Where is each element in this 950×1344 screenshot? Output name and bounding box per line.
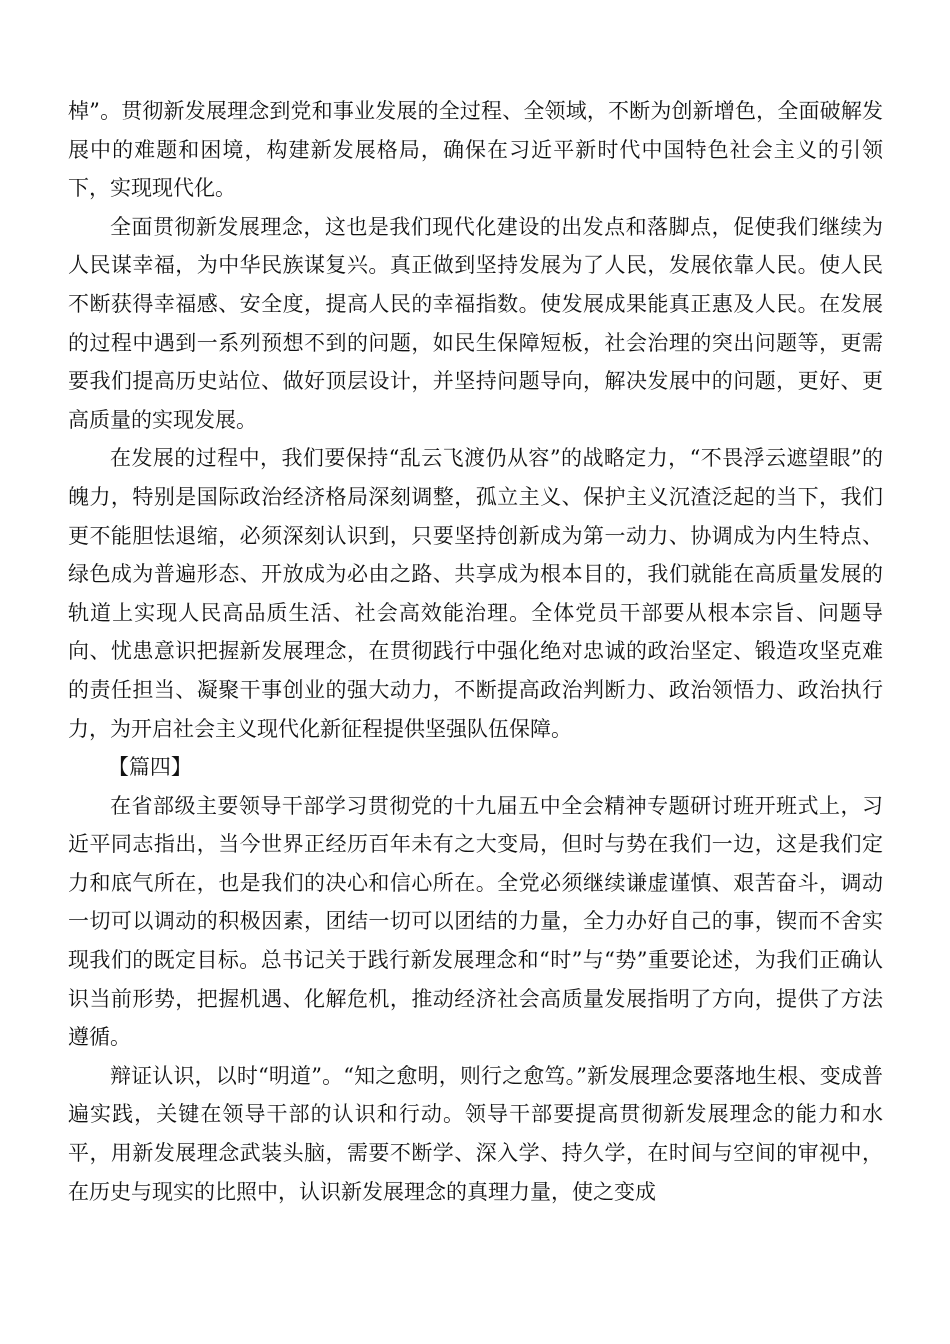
paragraph-4: 在省部级主要领导干部学习贯彻党的十九届五中全会精神专题研讨班开班式上，习近平同志指出，当今世界正经历百年未有之大变局，但时与势在我们一边，这是我们定力和底气所在，也是我们的决心和信心所在。全党必须继续谦虚谨慎、艰苦奋斗，调动一切可以调动的积极因素，团结一切可以团结的力量，全力办好自己的事，锲而不舍实现我们的既定目标。总书记关于践行新发展理念和“时”与“势”重要论述，为我们正确认识当前形势，把握机遇、化解危机，推动经济社会高质量发展指明了方向，提供了方法遵循。: [68, 793, 883, 1050]
section-heading: 【篇四】: [107, 755, 192, 780]
paragraph-2: 全面贯彻新发展理念，这也是我们现代化建设的出发点和落脚点，促使我们继续为人民谋幸福，为中华民族谋复兴。真正做到坚持发展为了人民，发展依靠人民。使人民不断获得幸福感、安全度，提高人民的幸福指数。使发展成果能真正惠及人民。在发展的过程中遇到一系列预想不到的问题，如民生保障短板，社会治理的突出问题等，更需要我们提高历史站位、做好顶层设计，并坚持问题导向，解决发展中的问题，更好、更高质量的实现发展。: [68, 214, 883, 432]
paragraph-3: 在发展的过程中，我们要保持“乱云飞渡仍从容”的战略定力，“不畏浮云遮望眼”的魄力，特别是国际政治经济格局深刻调整，孤立主义、保护主义沉渣泛起的当下，我们更不能胆怯退缩，必须深刻认识到，只要坚持创新成为第一动力、协调成为内生特点、绿色成为普遍形态、开放成为必由之路、共享成为根本目的，我们就能在高质量发展的轨道上实现人民高品质生活、社会高效能治理。全体党员干部要从根本宗旨、问题导向、忧患意识把握新发展理念，在贯彻践行中强化绝对忠诚的政治坚定、锻造攻坚克难的责任担当、凝聚干事创业的强大动力，不断提高政治判断力、政治领悟力、政治执行力，为开启社会主义现代化新征程提供坚强队伍保障。: [68, 446, 883, 741]
paragraph-1: 棹”。贯彻新发展理念到党和事业发展的全过程、全领域，不断为创新增色，全面破解发展中的难题和困境，构建新发展格局，确保在习近平新时代中国特色社会主义的引领下，实现现代化。: [68, 99, 883, 201]
document-body: [68, 92, 883, 1211]
paragraph-5: 辩证认识，以时“明道”。“知之愈明，则行之愈笃。”新发展理念要落地生根、变成普遍实践，关键在领导干部的认识和行动。领导干部要提高贯彻新发展理念的能力和水平，用新发展理念武装头脑，需要不断学、深入学、持久学，在时间与空间的审视中，在历史与现实的比照中，认识新发展理念的真理力量，使之变成: [68, 1063, 883, 1204]
